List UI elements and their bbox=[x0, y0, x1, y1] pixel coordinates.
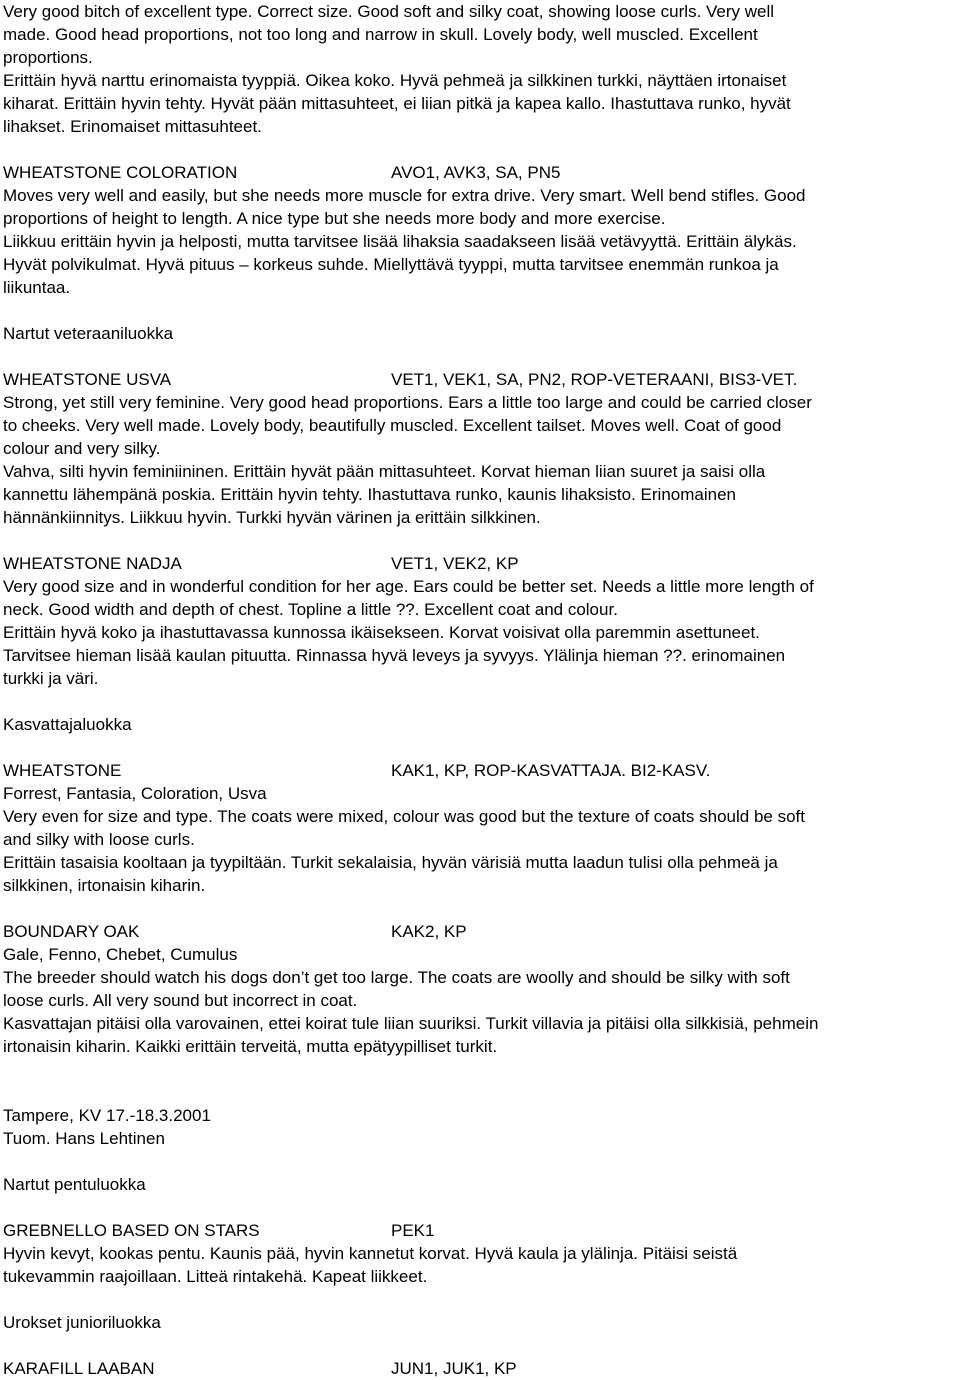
show-judge: Tuom. Hans Lehtinen bbox=[3, 1129, 165, 1148]
entry-header bbox=[3, 552, 957, 575]
text-line: The breeder should watch his dogs don’t get too large. The coats are woolly and should be silky with soft bbox=[3, 968, 790, 987]
dog-name: WHEATSTONE NADJA bbox=[3, 554, 182, 573]
entry-header bbox=[3, 161, 957, 184]
text-line: Moves very well and easily, but she needs more muscle for extra drive. Very smart. Well bend stifles. Good bbox=[3, 186, 806, 205]
text-line: tukevammin raajoillaan. Litteä rintakehä. Kapeat liikkeet. bbox=[3, 1267, 428, 1286]
entry-wheatstone-breeder bbox=[3, 759, 957, 897]
text-line: lihakset. Erinomaiset mittasuhteet. bbox=[3, 117, 262, 136]
text-line: neck. Good width and depth of chest. Topline a little ??. Excellent coat and colour. bbox=[3, 600, 618, 619]
text-line: colour and very silky. bbox=[3, 439, 161, 458]
entry-header bbox=[3, 368, 957, 391]
text-line: loose curls. All very sound but incorrect in coat. bbox=[3, 991, 358, 1010]
dog-name: WHEATSTONE USVA bbox=[3, 370, 172, 389]
class-heading: Kasvattajaluokka bbox=[3, 715, 132, 734]
text-line: Erittäin hyvä koko ja ihastuttavassa kunnossa ikäisekseen. Korvat voisivat olla paremmin asettuneet. bbox=[3, 623, 760, 642]
entry-grebnello bbox=[3, 1219, 957, 1288]
class-heading: Nartut veteraaniluokka bbox=[3, 324, 174, 343]
text-line: made. Good head proportions, not too long and narrow in skull. Lovely body, well muscled. Excellent bbox=[3, 25, 758, 44]
dog-result: VET1, VEK1, SA, PN2, ROP-VETERAANI, BIS3-VET. bbox=[391, 370, 798, 389]
text-line: Tarvitsee hieman lisää kaulan pituutta. Rinnassa hyvä leveys ja syvyys. Ylälinja hieman ??. erinomainen bbox=[3, 646, 786, 665]
dog-result: VET1, VEK2, KP bbox=[391, 554, 519, 573]
dog-result: KAK1, KP, ROP-KASVATTAJA. BI2-KASV. bbox=[391, 761, 711, 780]
text-line: to cheeks. Very well made. Lovely body, beautifully muscled. Excellent tailset. Moves well. Coat of good bbox=[3, 416, 782, 435]
entry-header bbox=[3, 1219, 957, 1242]
dog-name: GREBNELLO BASED ON STARS bbox=[3, 1221, 260, 1240]
show-place-date: Tampere, KV 17.-18.3.2001 bbox=[3, 1106, 211, 1125]
text-line: Very good bitch of excellent type. Correct size. Good soft and silky coat, showing loose curls. Very well bbox=[3, 2, 775, 21]
text-line: proportions. bbox=[3, 48, 93, 67]
show-info bbox=[3, 1104, 957, 1150]
text-line: kiharat. Erittäin hyvin tehty. Hyvät pään mittasuhteet, ei liian pitkä ja kapea kallo. Ihastuttava runko, hyvät bbox=[3, 94, 791, 113]
text-line: Vahva, silti hyvin feminiininen. Erittäin hyvät pään mittasuhteet. Korvat hieman liian suuret ja saisi olla bbox=[3, 462, 766, 481]
text-line: hännänkiinnitys. Liikkuu hyvin. Turkki hyvän värinen ja erittäin silkkinen. bbox=[3, 508, 541, 527]
group-dogs: Forrest, Fantasia, Coloration, Usva bbox=[3, 784, 267, 803]
entry-header bbox=[3, 759, 957, 782]
text-line: liikuntaa. bbox=[3, 278, 71, 297]
dog-name: WHEATSTONE COLORATION bbox=[3, 163, 238, 182]
entry-wheatstone-nadja bbox=[3, 552, 957, 690]
dog-name: KARAFILL LAABAN bbox=[3, 1359, 155, 1378]
dog-result: JUN1, JUK1, KP bbox=[391, 1359, 517, 1378]
text-line: and silky with loose curls. bbox=[3, 830, 195, 849]
dog-result: KAK2, KP bbox=[391, 922, 467, 941]
entry-wheatstone-coloration bbox=[3, 161, 957, 299]
dog-result: PEK1 bbox=[391, 1221, 435, 1240]
text-line: Very even for size and type. The coats were mixed, colour was good but the texture of coats should be soft bbox=[3, 807, 805, 826]
text-line: Erittäin tasaisia kooltaan ja tyypiltään. Turkit sekalaisia, hyvän värisiä mutta laadun tulisi olla pehmeä ja bbox=[3, 853, 778, 872]
text-line: proportions of height to length. A nice type but she needs more body and more exercise. bbox=[3, 209, 666, 228]
entry-wheatstone-usva bbox=[3, 368, 957, 529]
entry-header bbox=[3, 920, 957, 943]
text-line: turkki ja väri. bbox=[3, 669, 99, 688]
text-line: Erittäin hyvä narttu erinomaista tyyppiä. Oikea koko. Hyvä pehmeä ja silkkinen turkki, näyttäen irtonaiset bbox=[3, 71, 787, 90]
dog-result: AVO1, AVK3, SA, PN5 bbox=[391, 163, 561, 182]
group-dogs: Gale, Fenno, Chebet, Cumulus bbox=[3, 945, 238, 964]
text-line: silkkinen, irtonaisin kiharin. bbox=[3, 876, 206, 895]
text-line: Hyvät polvikulmat. Hyvä pituus – korkeus suhde. Miellyttävä tyyppi, mutta tarvitsee enemmän runkoa ja bbox=[3, 255, 779, 274]
text-line: Liikkuu erittäin hyvin ja helposti, mutta tarvitsee lisää lihaksia saadakseen lisää vetävyyttä. Erittäin älykäs. bbox=[3, 232, 797, 251]
class-heading: Nartut pentuluokka bbox=[3, 1175, 146, 1194]
text-line: irtonaisin kiharin. Kaikki erittäin terveitä, mutta epätyypilliset turkit. bbox=[3, 1037, 498, 1056]
class-heading: Urokset junioriluokka bbox=[3, 1313, 161, 1332]
critique-block bbox=[3, 0, 957, 138]
text-line: Strong, yet still very feminine. Very good head proportions. Ears a little too large and could be carried closer bbox=[3, 393, 812, 412]
text-line: Very good size and in wonderful condition for her age. Ears could be better set. Needs a little more length of bbox=[3, 577, 814, 596]
dog-name: WHEATSTONE bbox=[3, 761, 122, 780]
text-line: Hyvin kevyt, kookas pentu. Kaunis pää, hyvin kannetut korvat. Hyvä kaula ja ylälinja. Pitäisi seistä bbox=[3, 1244, 738, 1263]
text-line: Kasvattajan pitäisi olla varovainen, ettei koirat tule liian suuriksi. Turkit villavia ja pitäisi olla silkkisiä, pehmein bbox=[3, 1014, 819, 1033]
text-line: kannettu lähempänä poskia. Erittäin hyvin tehty. Ihastuttava runko, kaunis lihaksisto. Erinomainen bbox=[3, 485, 736, 504]
dog-name: BOUNDARY OAK bbox=[3, 922, 140, 941]
entry-boundary-oak bbox=[3, 920, 957, 1058]
